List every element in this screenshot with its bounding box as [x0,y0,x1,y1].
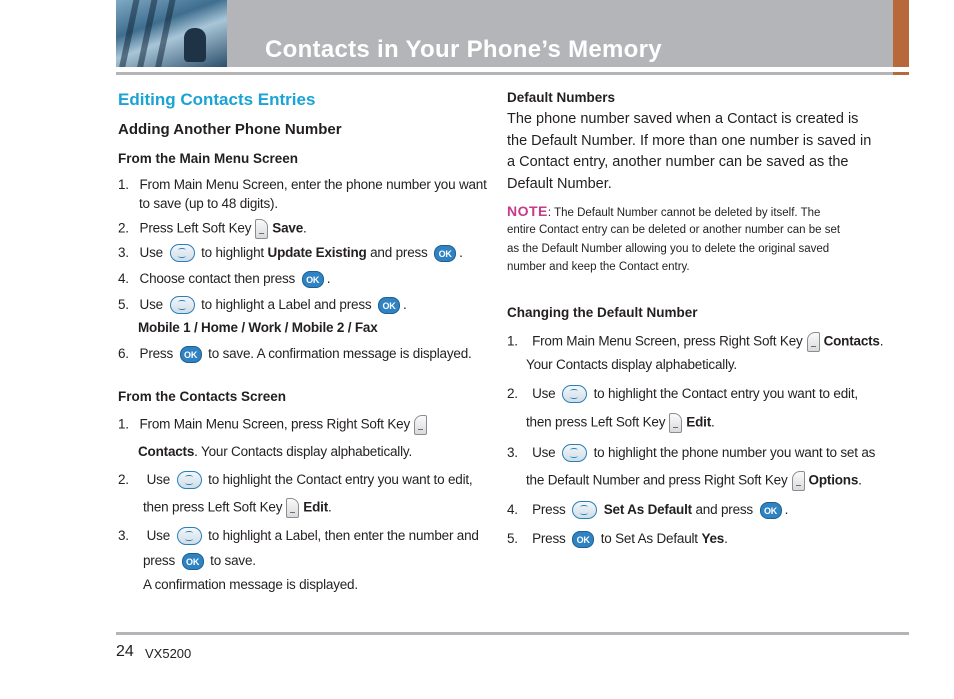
change-default-heading: Changing the Default Number [507,305,698,320]
change-step-1-cont: Your Contacts display alphabetically. [526,357,737,372]
label-options: Mobile 1 / Home / Work / Mobile 2 / Fax [138,320,378,335]
ok-key-icon: OK [302,271,324,288]
contacts-step-2-cont: then press Left Soft Key Edit. [143,498,332,518]
right-soft-key-icon [792,471,805,491]
change-step-2-cont: then press Left Soft Key Edit. [526,413,715,433]
note-line-1: NOTE: The Default Number cannot be deleted by itself. The [507,203,821,219]
main-menu-step-2: 2. Press Left Soft Key Save. [118,219,307,239]
change-step-2: 2. Use to highlight the Contact entry you want to edit, [507,385,858,403]
navigation-key-icon [177,527,202,545]
contacts-step-1-cont: Contacts. Your Contacts display alphabetically. [138,444,413,459]
contacts-step-2: 2. Use to highlight the Contact entry you want to edit, [118,471,473,489]
main-menu-step-4: 4. Choose contact then press OK . [118,271,331,286]
default-numbers-text-1: The phone number saved when a Contact is created is [507,111,859,127]
note-label: NOTE [507,203,548,219]
navigation-key-icon [562,444,587,462]
page-number: 24 [116,643,134,660]
subsection-title: Adding Another Phone Number [118,121,342,138]
note-line-2: entire Contact entry can be deleted or another number can be set [507,224,841,236]
note-line-3: as the Default Number allowing you to delete the original saved [507,243,830,255]
navigation-key-icon [562,385,587,403]
ok-key-icon: OK [434,245,456,262]
change-step-1: 1. From Main Menu Screen, press Right Soft Key Contacts. [507,332,883,352]
default-numbers-text-2: the Default Number. If more than one number is saved in [507,132,872,149]
section-title: Editing Contacts Entries [118,90,316,109]
left-soft-key-icon [669,413,682,433]
header-accent [893,0,909,67]
change-step-4: 4. Press Set As Default and press OK . [507,501,788,519]
change-step-3: 3. Use to highlight the phone number you want to set as [507,444,875,462]
header-rule [116,72,893,75]
ok-key-icon: OK [182,553,204,570]
right-soft-key-icon [414,415,427,435]
contacts-step-1: 1. From Main Menu Screen, press Right Soft Key [118,415,431,435]
model-name: VX5200 [145,646,192,661]
navigation-key-icon [572,501,597,519]
contacts-step-3-cont: press OK to save. [143,553,256,568]
ok-key-icon: OK [760,502,782,519]
right-soft-key-icon [807,332,820,352]
main-menu-step-1-cont: to save (up to 48 digits). [139,196,278,211]
main-menu-step-6: 6. Press OK to save. A confirmation message is displayed. [118,346,472,361]
contacts-screen-heading: From the Contacts Screen [118,389,287,404]
main-menu-step-5: 5. Use to highlight a Label and press OK . [118,296,407,314]
left-soft-key-icon [255,219,268,239]
ok-key-icon: OK [378,297,400,314]
note-line-4: number and keep the Contact entry. [507,261,690,273]
page-title: Contacts in Your Phone’s Memory [265,36,662,63]
main-menu-step-1: 1. From Main Menu Screen, enter the phone number you want [118,177,487,192]
default-numbers-heading: Default Numbers [507,90,616,105]
change-step-3-cont: the Default Number and press Right Soft Key Options. [526,471,862,491]
navigation-key-icon [170,244,195,262]
navigation-key-icon [177,471,202,489]
left-soft-key-icon [286,498,299,518]
person-silhouette-icon [184,28,206,62]
main-menu-heading: From the Main Menu Screen [118,151,299,166]
default-numbers-text-4: Default Number. [507,175,612,192]
ok-key-icon: OK [180,346,202,363]
contacts-step-3: 3. Use to highlight a Label, then enter the number and [118,527,479,545]
change-step-5: 5. Press OK to Set As Default Yes. [507,531,728,546]
default-numbers-text-3: a Contact entry, another number can be saved as the [507,154,849,170]
header-photo [116,0,227,67]
footer-rule [116,632,909,635]
ok-key-icon: OK [572,531,594,548]
navigation-key-icon [170,296,195,314]
header-rule-accent [893,72,909,75]
main-menu-step-3: 3. Use to highlight Update Existing and press OK . [118,244,463,262]
contacts-step-3-note: A confirmation message is displayed. [143,577,358,592]
